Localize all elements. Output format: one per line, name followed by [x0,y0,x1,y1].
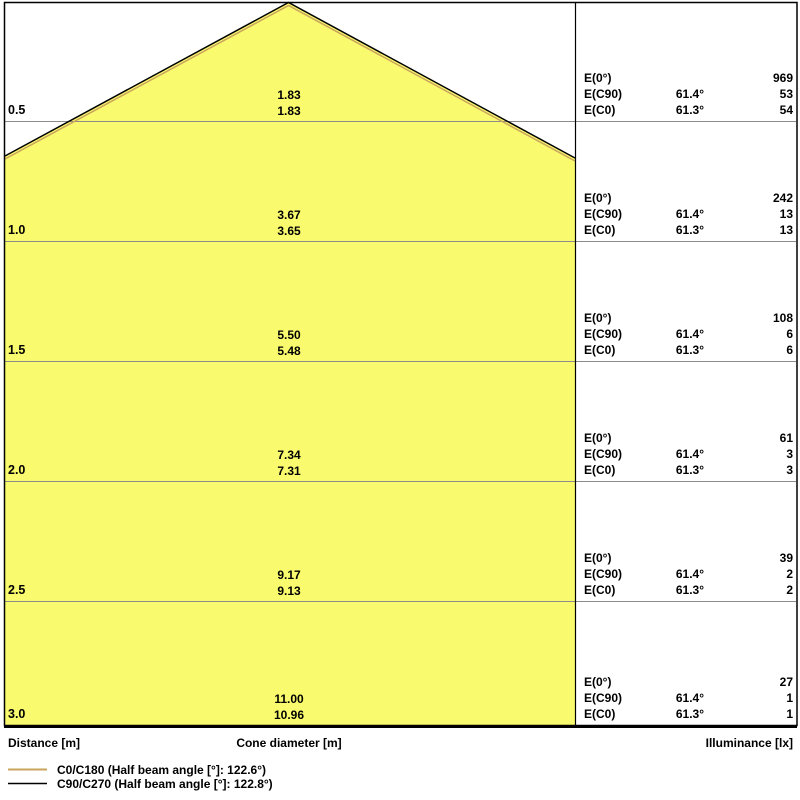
e0-value: 39 [779,551,793,565]
ec90-label: E(C90) [584,691,623,705]
e0-value: 61 [779,431,793,445]
cone-diameter-c90-value: 5.50 [277,328,301,342]
distance-label: 1.5 [8,343,26,357]
ec0-value: 1 [786,707,793,721]
ec0-angle: 61.3° [675,583,704,597]
legend-c90-c270-label: C90/C270 (Half beam angle [°]: 122.8°) [57,777,273,791]
ec90-value: 3 [786,447,793,461]
cone-diameter-values [189,87,389,119]
e0-label: E(0°) [584,431,612,445]
illuminance-table [584,674,793,722]
cone-diameter-c0-value: 10.96 [273,708,305,722]
ec90-label: E(C90) [584,447,623,461]
cone-diameter-c0-value: 9.13 [277,584,301,598]
ec0-label: E(C0) [584,463,616,477]
ec90-angle: 61.4° [675,567,704,581]
cone-diameter-values [189,567,389,599]
ec90-label: E(C90) [584,567,623,581]
cone-diameter-c90-value: 11.00 [274,692,304,706]
ec0-value: 6 [786,343,793,357]
ec0-label: E(C0) [584,707,616,721]
cone-diameter-c0-value: 1.83 [277,104,301,118]
ec0-angle: 61.3° [675,223,704,237]
e0-label: E(0°) [584,311,612,325]
ec0-label: E(C0) [584,223,616,237]
e0-label: E(0°) [584,71,612,85]
ec90-value: 1 [786,691,793,705]
cone-diameter-c90-value: 1.83 [277,88,301,102]
e0-angle [648,190,704,206]
ec0-angle: 61.3° [675,463,704,477]
ec0-label: E(C0) [584,103,616,117]
distance-axis-label: Distance [m] [8,736,81,750]
ec0-value: 54 [779,103,793,117]
e0-value: 242 [772,191,793,205]
ec90-label: E(C90) [584,87,623,101]
cone-diameter-c0-value: 5.48 [277,344,301,358]
distance-label: 0.5 [8,103,26,117]
e0-label: E(0°) [584,191,612,205]
e0-value: 27 [779,675,793,689]
ec0-value: 13 [779,223,793,237]
distance-label: 3.0 [8,707,26,721]
ec0-angle: 61.3° [675,707,704,721]
ec90-value: 6 [786,327,793,341]
ec90-angle: 61.4° [675,447,704,461]
ec0-angle: 61.3° [675,343,704,357]
ec90-value: 2 [786,567,793,581]
cone-diameter-values [189,327,389,359]
cone-diameter-values [189,691,389,723]
distance-label: 2.5 [8,583,26,597]
cone-diameter-c90-value: 9.17 [277,568,301,582]
legend-c0-c180-label: C0/C180 (Half beam angle [°]: 122.6°) [57,763,266,777]
illuminance-table [584,310,793,358]
illuminance-table [584,190,793,238]
illuminance-axis-label: Illuminance [lx] [705,736,793,750]
distance-label: 2.0 [8,463,26,477]
cone-diameter-values [189,207,389,239]
cone-diameter-c0-value: 7.31 [277,464,301,478]
ec90-angle: 61.4° [675,87,704,101]
ec0-angle: 61.3° [675,103,704,117]
cone-diameter-axis-label: Cone diameter [m] [236,736,342,750]
e0-angle [648,550,704,566]
ec90-angle: 61.4° [675,327,704,341]
cone-diameter-values [189,447,389,479]
ec0-label: E(C0) [584,343,616,357]
e0-label: E(0°) [584,675,612,689]
cone-diameter-c0-value: 3.65 [277,224,301,238]
ec0-label: E(C0) [584,583,616,597]
e0-angle [648,310,704,326]
ec90-label: E(C90) [584,207,623,221]
illuminance-table [584,430,793,478]
cone-diameter-c90-value: 3.67 [277,208,301,222]
ec90-angle: 61.4° [675,207,704,221]
ec0-value: 2 [786,583,793,597]
e0-angle [648,70,704,86]
e0-value: 108 [772,311,793,325]
illuminance-table [584,70,793,118]
ec90-value: 13 [779,207,793,221]
ec0-value: 3 [786,463,793,477]
ec90-label: E(C90) [584,327,623,341]
cone-diameter-c90-value: 7.34 [277,448,301,462]
ec90-angle: 61.4° [675,691,704,705]
e0-angle [648,674,704,690]
ec90-value: 53 [779,87,793,101]
distance-label: 1.0 [8,223,26,237]
e0-label: E(0°) [584,551,612,565]
e0-angle [648,430,704,446]
illuminance-table [584,550,793,598]
e0-value: 969 [772,71,793,85]
